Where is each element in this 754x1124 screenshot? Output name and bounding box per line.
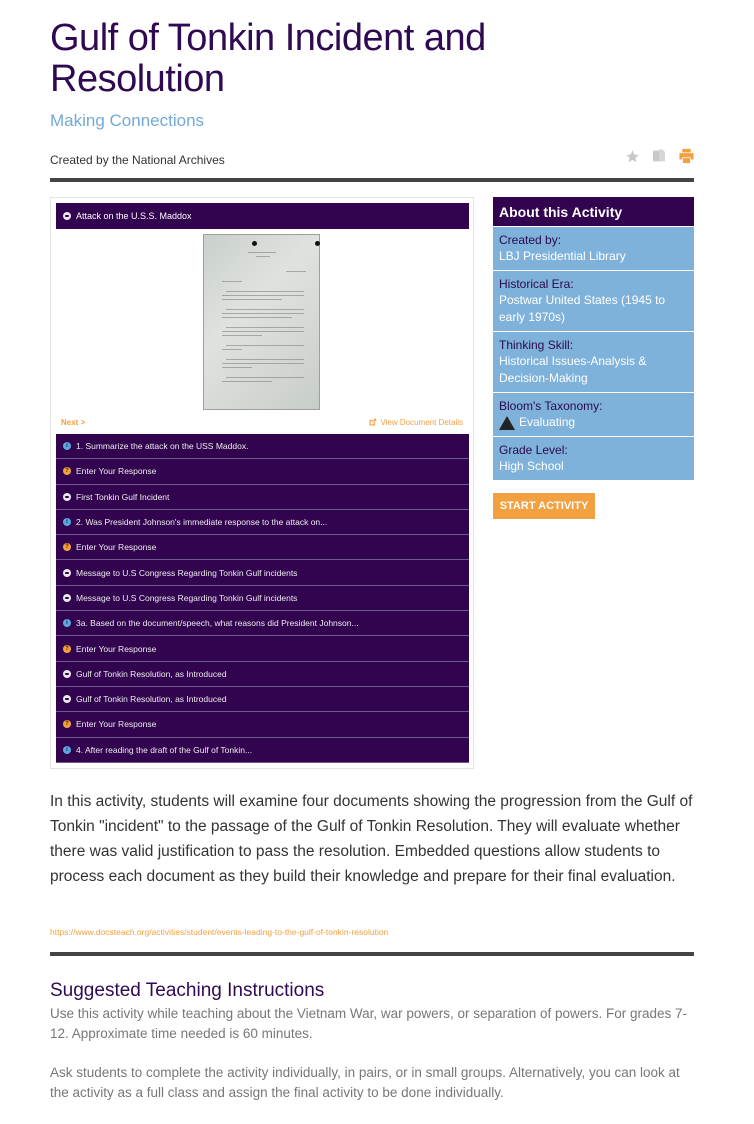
step-item[interactable] bbox=[56, 459, 469, 484]
activity-steps bbox=[56, 434, 469, 763]
step-label: Message to U.S Congress Regarding Tonkin Gulf incidents bbox=[76, 567, 298, 578]
about-label: Historical Era: bbox=[499, 277, 574, 291]
info-icon: i bbox=[63, 442, 71, 450]
current-document-title: Attack on the U.S.S. Maddox bbox=[76, 211, 192, 221]
step-item[interactable] bbox=[56, 712, 469, 737]
step-item[interactable] bbox=[56, 434, 469, 459]
about-activity-panel bbox=[493, 197, 694, 480]
about-label: Grade Level: bbox=[499, 443, 568, 457]
page-tools bbox=[623, 147, 695, 165]
document-icon bbox=[63, 594, 71, 602]
step-item[interactable] bbox=[56, 485, 469, 510]
step-label: Gulf of Tonkin Resolution, as Introduced bbox=[76, 694, 227, 705]
document-nav bbox=[61, 418, 463, 427]
step-label: Enter Your Response bbox=[76, 542, 157, 553]
step-item[interactable] bbox=[56, 611, 469, 636]
step-label: Message to U.S Congress Regarding Tonkin Gulf incidents bbox=[76, 592, 298, 603]
info-icon: i bbox=[63, 746, 71, 754]
step-item[interactable] bbox=[56, 535, 469, 560]
about-row-grade-level bbox=[493, 436, 694, 480]
step-label: 4. After reading the draft of the Gulf of Tonkin... bbox=[76, 744, 253, 755]
created-by-text: Created by the National Archives bbox=[50, 153, 225, 167]
step-label: First Tonkin Gulf Incident bbox=[76, 491, 170, 502]
step-label: 3a. Based on the document/speech, what reasons did President Johnson... bbox=[76, 618, 359, 629]
about-label: Created by: bbox=[499, 233, 562, 247]
about-panel-title: About this Activity bbox=[493, 197, 694, 226]
about-value: LBJ Presidential Library bbox=[499, 249, 626, 263]
about-row-thinking-skill bbox=[493, 331, 694, 392]
about-row-created-by bbox=[493, 226, 694, 270]
step-label: Enter Your Response bbox=[76, 719, 157, 730]
step-item[interactable] bbox=[56, 560, 469, 585]
external-link-icon bbox=[368, 418, 377, 427]
about-label: Bloom's Taxonomy: bbox=[499, 399, 603, 413]
step-item[interactable] bbox=[56, 510, 469, 535]
question-icon: ? bbox=[63, 720, 71, 728]
step-label: 1. Summarize the attack on the USS Maddox. bbox=[76, 441, 249, 452]
about-label: Thinking Skill: bbox=[499, 338, 574, 352]
about-value: Historical Issues-Analysis & Decision-Making bbox=[499, 354, 647, 385]
teaching-instructions-paragraph: Use this activity while teaching about the Vietnam War, war powers, or separation of powers. For grades 7-12. Approximate time needed is 60 minutes. bbox=[50, 1006, 688, 1041]
document-icon bbox=[63, 569, 71, 577]
step-label: 2. Was President Johnson's immediate response to the attack on... bbox=[76, 517, 328, 528]
activity-url-link[interactable]: https://www.docsteach.org/activities/student/events-leading-to-the-gulf-of-tonkin-resolution bbox=[50, 927, 389, 937]
document-icon bbox=[63, 695, 71, 703]
step-item[interactable] bbox=[56, 586, 469, 611]
about-value: Postwar United States (1945 to early 1970s) bbox=[499, 293, 666, 324]
start-activity-button[interactable]: START ACTIVITY bbox=[493, 493, 595, 519]
header-divider bbox=[50, 178, 694, 182]
step-item[interactable] bbox=[56, 687, 469, 712]
about-value bbox=[499, 414, 688, 431]
activity-viewer bbox=[50, 197, 474, 769]
step-label: Gulf of Tonkin Resolution, as Introduced bbox=[76, 668, 227, 679]
info-icon: i bbox=[63, 619, 71, 627]
star-icon[interactable] bbox=[623, 147, 641, 165]
teaching-instructions-title: Suggested Teaching Instructions bbox=[50, 980, 325, 1001]
view-document-details-label: View Document Details bbox=[380, 418, 463, 427]
document-thumbnail[interactable] bbox=[203, 234, 320, 410]
step-label: Enter Your Response bbox=[76, 466, 157, 477]
next-link[interactable]: Next > bbox=[61, 418, 86, 427]
step-item[interactable] bbox=[56, 662, 469, 687]
question-icon: ? bbox=[63, 645, 71, 653]
info-icon: i bbox=[63, 518, 71, 526]
print-icon[interactable] bbox=[677, 147, 695, 165]
teaching-instructions-paragraph: Ask students to complete the activity individually, in pairs, or in small groups. Alternatively, you can look at the activity as a full class and assign the final activity to be done individually. bbox=[50, 1065, 680, 1100]
view-document-details-link[interactable] bbox=[368, 418, 463, 427]
about-row-blooms-taxonomy bbox=[493, 392, 694, 436]
activity-type-subtitle: Making Connections bbox=[50, 111, 205, 130]
copy-icon[interactable] bbox=[650, 147, 668, 165]
current-document-header[interactable] bbox=[56, 203, 469, 229]
question-icon: ? bbox=[63, 467, 71, 475]
question-icon: ? bbox=[63, 543, 71, 551]
about-value: High School bbox=[499, 459, 564, 473]
step-item[interactable] bbox=[56, 636, 469, 661]
step-label: Enter Your Response bbox=[76, 643, 157, 654]
about-row-historical-era bbox=[493, 270, 694, 331]
section-divider bbox=[50, 952, 694, 956]
pyramid-icon bbox=[499, 416, 515, 430]
document-icon bbox=[63, 670, 71, 678]
blooms-level: Evaluating bbox=[519, 415, 576, 429]
step-item[interactable] bbox=[56, 738, 469, 763]
document-icon bbox=[63, 493, 71, 501]
document-icon bbox=[63, 212, 71, 220]
page-title: Gulf of Tonkin Incident and Resolution bbox=[50, 17, 486, 100]
activity-description: In this activity, students will examine four documents showing the progression from the Gulf of Tonkin "incident" to the passage of the Gulf of Tonkin Resolution. They will evaluate whether there was valid justification to pass the resolution. Embedded questions allow students to process each document as they build their knowledge and prepare for their final evaluation. bbox=[50, 793, 693, 885]
